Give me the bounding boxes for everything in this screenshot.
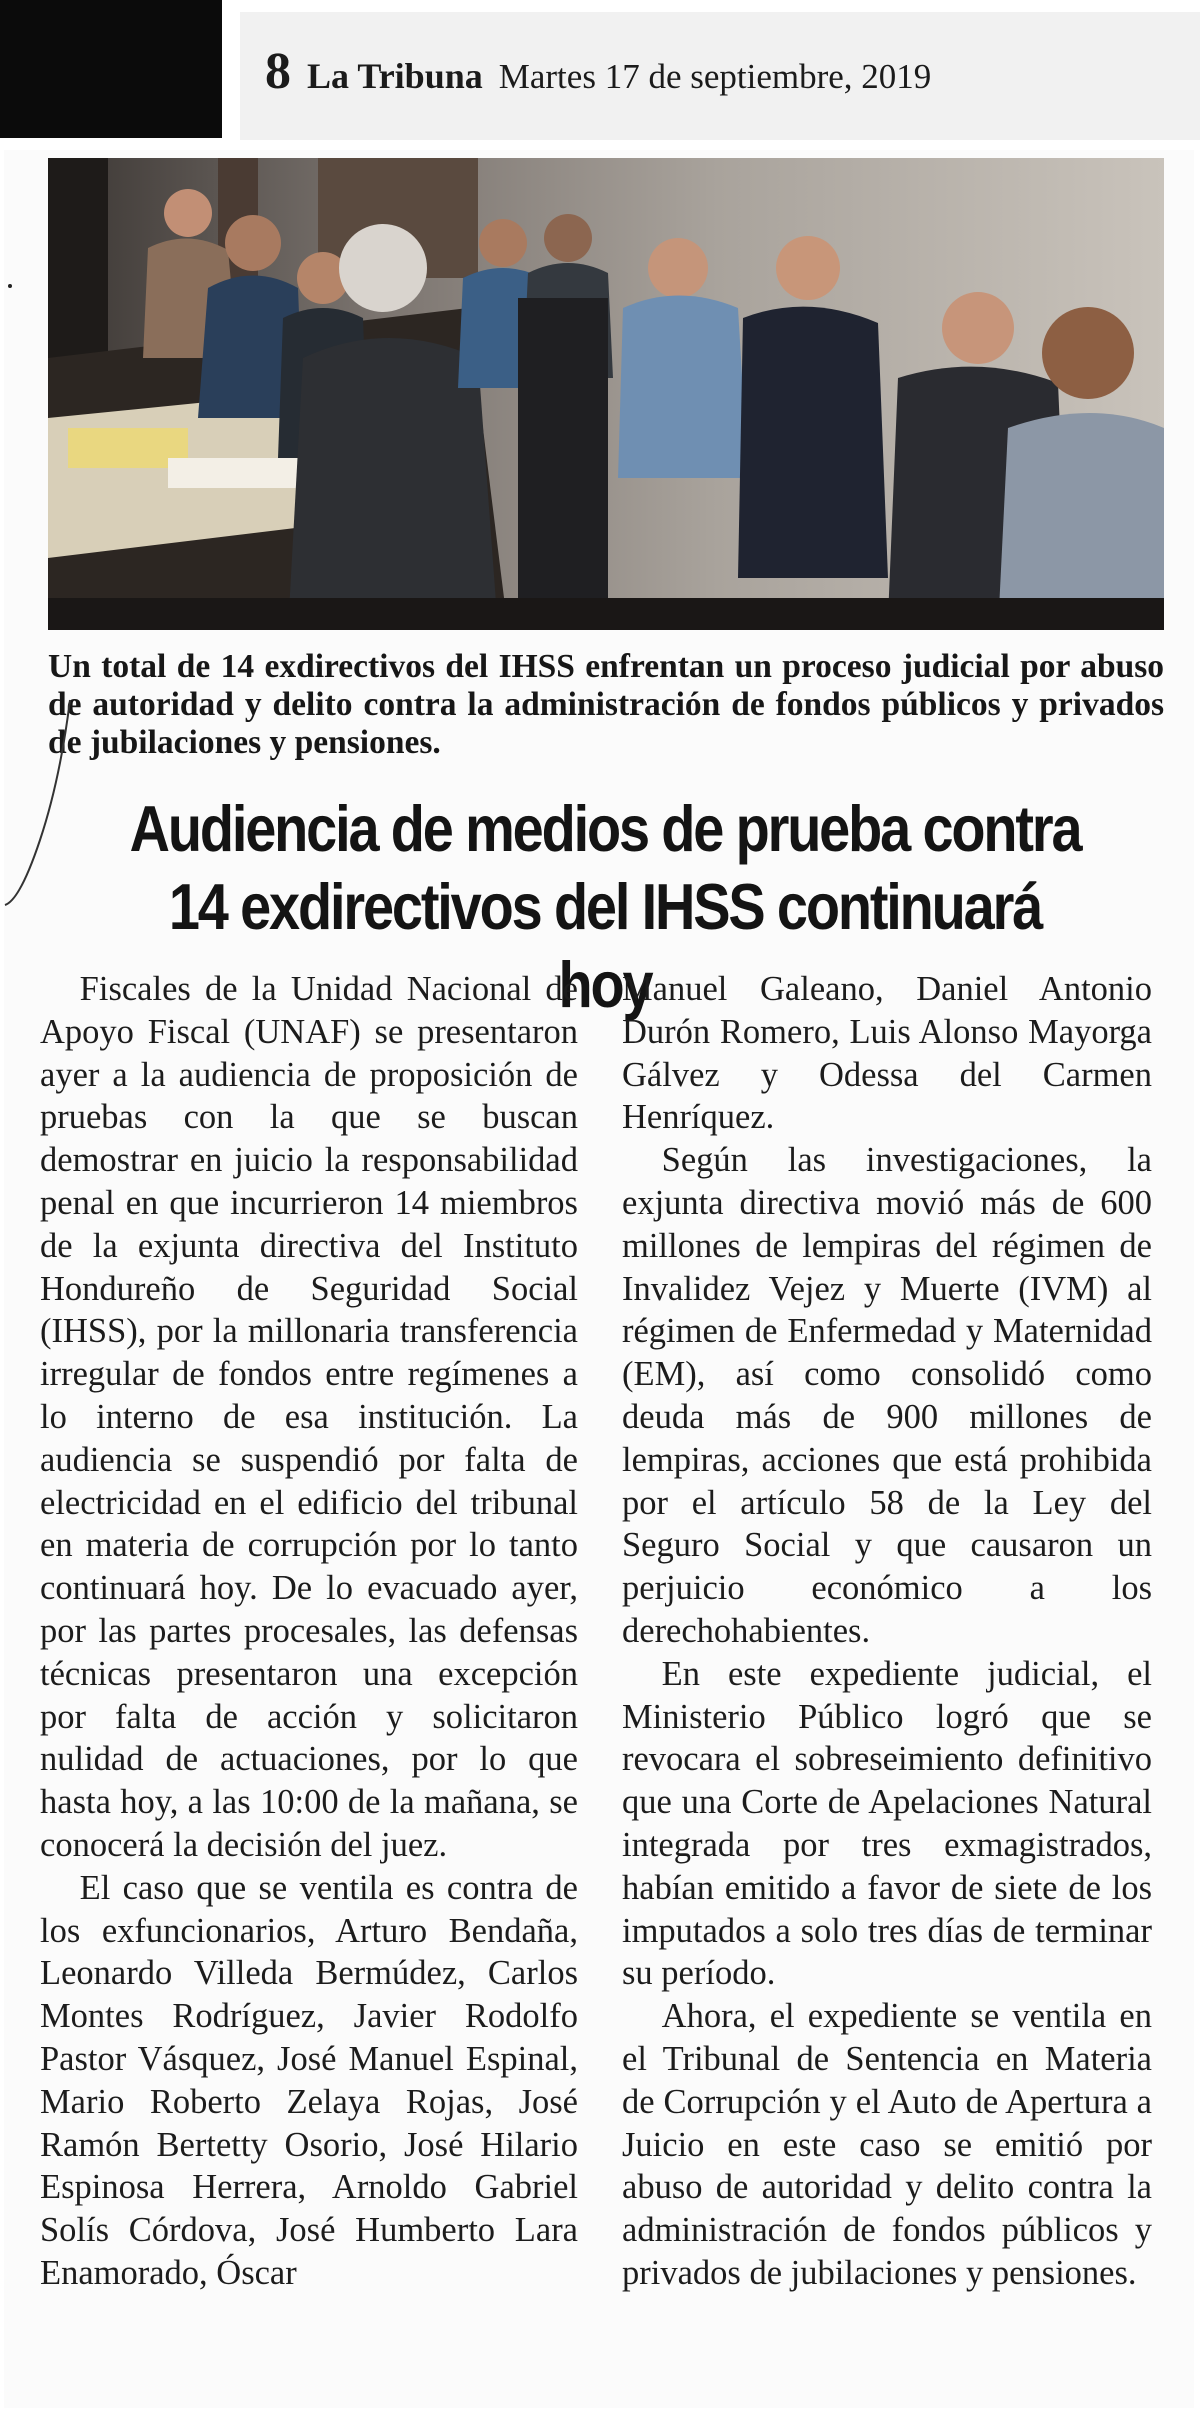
black-corner-block [0, 0, 222, 138]
article-paragraph: En este expediente judicial, el Ministerio Público logró que se revocara el sobreseimiento definitivo que una Corte de Apelaciones Natural integrada por tres exmagistrados, habían emitido a favor de siete de los imputados a solo tres días de terminar su período. [622, 1654, 1152, 1993]
article-paragraph: Fiscales de la Unidad Nacional de Apoyo Fiscal (UNAF) se presentaron ayer a la audiencia de proposición de pruebas con la que se buscan demostrar en juicio la responsabilidad penal en que incurrieron 14 miembros de la exjunta directiva del Instituto Hondureño de Seguridad Social (IHSS), por la millonaria transferencia irregular de fondos entre regímenes a lo interno de esa institución. La audiencia se suspendió por falta de electricidad en el edificio del tribunal en materia de corrupción por lo tanto continuará hoy. De lo evacuado ayer, por las partes procesales, las defensas técnicas presentaron una excepción por falta de acción y solicitaron nulidad de actuaciones, por lo que hasta hoy, a las 10:00 de la mañana, se conocerá la decisión del juez. [40, 970, 578, 1864]
pen-mark-icon [0, 690, 80, 910]
article-paragraph: Según las investigaciones, la exjunta directiva movió más de 600 millones de lempiras del régimen de Invalidez Vejez y Muerte (IVM) al régimen de Enfermedad y Maternidad (EM), así como consolidó como deuda más de 900 millones de lempiras, acciones que está prohibida por el artículo 58 de la Ley del Seguro Social y que causaron un perjuicio económico a los derechohabientes. [622, 1141, 1152, 1650]
publication-date: Martes 17 de septiembre, 2019 [498, 57, 932, 96]
page-number: 8 [265, 43, 291, 100]
article-headline: Audiencia de medios de prueba contra 14 exdirectivos del IHSS continuará hoy [129, 792, 1081, 1021]
article-paragraph: Ahora, el expediente se ventila en el Tribunal de Sentencia en Materia de Corrupción y el Auto de Apertura a Juicio en este caso se emitió por abuso de autoridad y delito contra la administración de fondos públicos y privados de jubilaciones y pensiones. [622, 1997, 1152, 2292]
ink-dot [8, 284, 12, 288]
article-column-right [622, 968, 1152, 2295]
article-column-left [40, 968, 578, 2295]
meeting-photo-icon [48, 158, 1164, 630]
page-header [265, 42, 931, 112]
photo-caption: Un total de 14 exdirectivos del IHSS enfrentan un proceso judicial por abuso de autoridad y delito contra la administración de fondos públicos y privados de jubilaciones y pensiones. [48, 648, 1164, 761]
article-paragraph: El caso que se ventila es contra de los exfuncionarios, Arturo Bendaña, Leonardo Villeda Bermúdez, Carlos Montes Rodríguez, Javier Rodolfo Pastor Vásquez, José Manuel Espinal, Mario Roberto Zelaya Rojas, José Ramón Bertetty Osorio, José Hilario Espinosa Herrera, Arnoldo Gabriel Solís Córdova, José Humberto Lara Enamorado, Óscar [40, 1868, 578, 2292]
article-paragraph: Manuel Galeano, Daniel Antonio Durón Romero, Luis Alonso Mayorga Gálvez y Odessa del Carmen Henríquez. [622, 970, 1152, 1137]
newspaper-name: La Tribuna [307, 56, 483, 96]
